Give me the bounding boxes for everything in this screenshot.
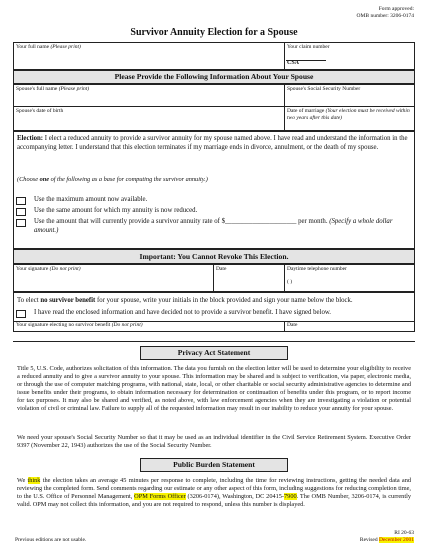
signature-date-field[interactable] [216, 266, 226, 273]
spouse-name-label: Spouse's full name [16, 86, 58, 92]
form-title: Survivor Annuity Election for a Spouse [130, 27, 298, 38]
option-rate-hint: (Specify a whole dollar amount.) [34, 218, 393, 234]
marriage-date-hint: (Your election must be received within two years after this date) [287, 108, 410, 121]
form-id: RI 20-63 [394, 530, 414, 536]
option-rate-label: Use the amount that will currently provide a survivor annuity rate of $_____________________ per month. [34, 218, 328, 225]
option-max-label: Use the maximum amount now available. [34, 196, 148, 203]
signature-field[interactable] [16, 266, 81, 273]
signature-date-label: Date [216, 266, 227, 272]
revised-label: Revised [359, 536, 380, 543]
full-name-label: Your full name [16, 44, 50, 50]
option-same-checkbox[interactable] [16, 208, 26, 216]
no-survivor-signature-field[interactable] [16, 322, 143, 329]
election-lead: Election: [17, 135, 44, 142]
no-survivor-option: I have read the enclosed information and have decided not to provide a survivor benefit. I have signed below. [34, 309, 332, 316]
spouse-dob-label: Spouse's date of birth [16, 108, 64, 114]
phone-field[interactable] [287, 266, 347, 273]
spouse-ssn-label: Spouse's Social Security Number [287, 86, 361, 92]
form-footer-id [360, 530, 414, 543]
marriage-date-label: Date of marriage [287, 108, 325, 114]
spouse-name-field[interactable] [16, 86, 89, 93]
spouse-ssn-field[interactable] [287, 86, 360, 93]
phone-area-code[interactable]: ( ) [287, 279, 293, 285]
burden-paragraph: We think the election takes an average 45 minutes per response to complete, including the time for reviewing instructions, getting the needed data and reviewing the completed form. Send comments regarding our estimate or any other aspect of this form, including suggestions for reducing completion time, to the U.S. Office of Personnel Management, OPM Forms Officer (3206-0174), Washington, DC 20415-7900. The OMB Number, 3206-0174, is currently valid. OPM may not collect this information, and you are not required to respond, unless this number is displayed. [17, 477, 412, 508]
highlight-opm-forms-officer: OPM Forms Officer [134, 493, 186, 500]
option-rate-checkbox[interactable] [16, 219, 26, 227]
full-name-hint: (Please print) [50, 44, 81, 50]
no-survivor-initials-box[interactable] [16, 310, 26, 318]
option-same-label: Use the same amount for which my annuity is now reduced. [34, 207, 198, 214]
spouse-section-heading: Please Provide the Following Information About Your Spouse [13, 70, 415, 84]
omb-number: OMB number: 3206-0174 [356, 12, 414, 19]
privacy-paragraph-2: We need your spouse's Social Security Number so that it may be used as an individual identifier in the Civil Service Retirement System. Executive Order 9397 (November 22, 1943) authorizes the use of the Social Security Number. [17, 434, 411, 449]
election-choose-instruction: (Choose one of the following as a base for computing the survivor annuity.) [17, 176, 208, 183]
phone-label: Daytime telephone number [287, 266, 347, 272]
spouse-dob-field[interactable] [16, 108, 63, 115]
no-survivor-date-field[interactable] [287, 322, 297, 329]
privacy-heading: Privacy Act Statement [140, 346, 288, 360]
highlight-7900: 7900 [284, 493, 297, 500]
burden-heading: Public Burden Statement [140, 458, 288, 472]
cannot-revoke-heading: Important: You Cannot Revoke This Election. [13, 249, 415, 264]
marriage-date-field[interactable] [287, 108, 413, 121]
claim-number-label: Your claim number [287, 44, 330, 50]
claim-number-input[interactable] [330, 58, 410, 68]
full-name-field[interactable] [16, 44, 81, 51]
highlight-think: think [27, 477, 41, 484]
previous-editions-note: Previous editions are not usable. [15, 537, 87, 543]
no-survivor-date-label: Date [287, 322, 298, 328]
privacy-paragraph-1: Title 5, U.S. Code, authorizes solicitation of this information. The data you furnish on the election letter will be used to determine your eligibility to receive a reduced annuity and to give a survivor annuity to your spouse. This information may be shared and is subject to verification, via paper, electronic media, or through the use of computer matching programs, with national, state, local, or other charitable or social security administrative agencies to determine and issue benefits under their programs, to obtain information necessary for determination or continuation of benefits under this program, or to report income for tax purposes. It may also be shared and verified, as noted above, with law enforcement agencies when they are investigating a violation or potential violation of civil or criminal law. Failure to supply all of the requested information may result in our inability to reduce your annuity for your spouse. [17, 365, 411, 412]
signature-hint: (Do not print) [49, 266, 81, 272]
signature-label: Your signature [16, 266, 49, 272]
no-survivor-signature-hint: (Do not print) [111, 322, 143, 328]
option-max-checkbox[interactable] [16, 197, 26, 205]
no-survivor-signature-label: Your signature electing no survivor benefit [16, 322, 111, 328]
no-survivor-instruction: To elect no survivor benefit for your spouse, write your initials in the block provided and sign your name below the block. [17, 297, 353, 304]
election-text: I elect a reduced annuity to provide a survivor annuity for my spouse named above. I have read and understand the information in the accompanying letter. I understand that this election terminates if my marriage ends in divorce, annulment, or the death of my spouse. [17, 135, 408, 151]
option-rate-text [34, 218, 406, 235]
election-statement [17, 135, 411, 152]
claim-prefix: CSA [287, 60, 300, 66]
revised-date: December 2001 [379, 536, 414, 543]
spouse-name-hint: (Please print) [58, 86, 90, 92]
omb-block [357, 6, 414, 19]
form-approved-label: Form approved: [378, 6, 414, 12]
